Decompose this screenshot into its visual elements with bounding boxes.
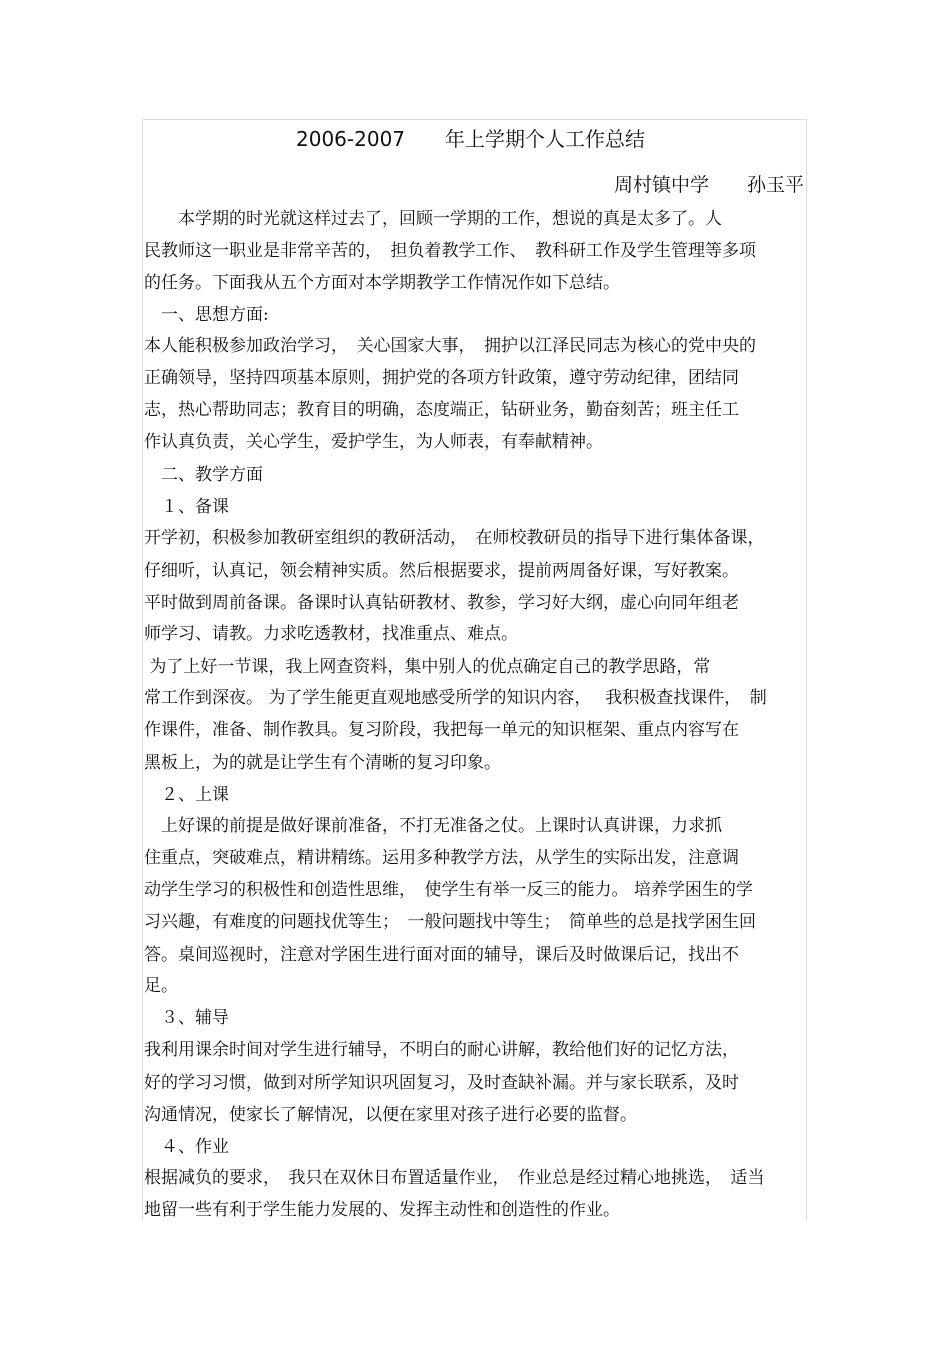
document-author: 周村镇中学 孙玉平 — [613, 174, 804, 196]
body-line: 一、思想方面: — [144, 305, 269, 325]
body-line: 二、教学方面 — [144, 465, 263, 485]
body-line: 我利用课余时间对学生进行辅导，不明白的耐心讲解，教给他们好的记忆方法， — [144, 1040, 739, 1060]
body-line: 根据减负的要求， 我只在双休日布置适量作业， 作业总是经过精心地挑选， 适当 — [144, 1168, 765, 1188]
body-line: 的任务。下面我从五个方面对本学期教学工作情况作如下总结。 — [144, 273, 620, 293]
body-line: 本人能积极参加政治学习， 关心国家大事， 拥护以江泽民同志为核心的党中央的 — [144, 336, 756, 356]
body-line: 黑板上，为的就是让学生有个清晰的复习印象。 — [144, 753, 501, 773]
body-line: 上好课的前提是做好课前准备，不打无准备之仗。上课时认真讲课，力求抓 — [144, 816, 722, 836]
body-line: 正确领导，坚持四项基本原则，拥护党的各项方针政策，遵守劳动纪律，团结同 — [144, 368, 739, 388]
body-line: 志，热心帮助同志；教育目的明确，态度端正，钻研业务，勤奋刻苦；班主任工 — [144, 400, 739, 420]
document-title: 2006-2007 年上学期个人工作总结 — [296, 127, 646, 151]
body-line: 民教师这一职业是非常辛苦的， 担负着教学工作、 教科研工作及学生管理等多项 — [144, 241, 756, 261]
body-line: ３、辅导 — [144, 1008, 229, 1028]
body-line: 平时做到周前备课。备课时认真钻研教材、教参，学习好大纲，虚心向同年组老 — [144, 593, 739, 613]
body-line: 仔细听，认真记，领会精神实质。然后根据要求，提前两周备好课，写好教案。 — [144, 561, 739, 581]
body-line: 习兴趣，有难度的问题找优等生； 一般问题找中等生； 简单些的总是找学困生回 — [144, 912, 756, 932]
body-line: ２、上课 — [144, 785, 229, 805]
body-line: １、备课 — [144, 497, 229, 517]
body-line: 常工作到深夜。 为了学生能更直观地感受所学的知识内容， 我积极查找课件， 制 — [144, 688, 767, 708]
body-line: 地留一些有利于学生能力发展的、发挥主动性和创造性的作业。 — [144, 1200, 620, 1220]
body-line: ４、作业 — [144, 1137, 229, 1157]
body-line: 师学习、请教。力求吃透教材，找准重点、难点。 — [144, 624, 518, 644]
body-line: 开学初，积极参加教研室组织的教研活动， 在师校教研员的指导下进行集体备课， — [144, 528, 765, 548]
body-line: 作认真负责，关心学生，爱护学生，为人师表，有奉献精神。 — [144, 432, 603, 452]
body-line: 好的学习习惯，做到对所学知识巩固复习，及时查缺补漏。并与家长联系，及时 — [144, 1073, 739, 1093]
body-line: 为了上好一节课，我上网查资料，集中别人的优点确定自己的教学思路，常 — [144, 657, 711, 677]
body-line: 动学生学习的积极性和创造性思维， 使学生有举一反三的能力。 培养学困生的学 — [144, 880, 753, 900]
body-line: 答。桌间巡视时，注意对学困生进行面对面的辅导，课后及时做课后记，找出不 — [144, 945, 739, 965]
body-line: 足。 — [144, 976, 178, 996]
body-line: 本学期的时光就这样过去了，回顾一学期的工作，想说的真是太多了。人 — [144, 209, 722, 229]
body-line: 作课件，准备、制作教具。复习阶段，我把每一单元的知识框架、重点内容写在 — [144, 720, 739, 740]
body-line: 沟通情况，使家长了解情况，以便在家里对孩子进行必要的监督。 — [144, 1105, 637, 1125]
body-line: 住重点，突破难点，精讲精练。运用多种教学方法，从学生的实际出发，注意调 — [144, 848, 739, 868]
